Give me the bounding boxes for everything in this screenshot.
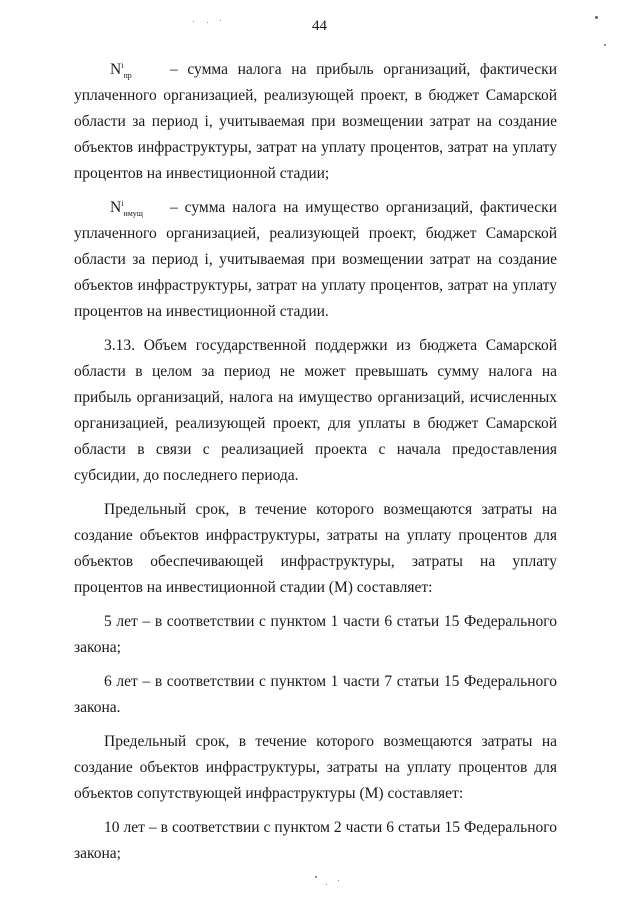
word: организаций,: [383, 61, 471, 78]
paragraph-term-10-years: 10 лет – в соответствии с пунктом 2 части 6 статьи 15 Федерального закона;: [74, 819, 557, 862]
dash: –: [170, 199, 178, 216]
scan-speck: [220, 20, 221, 21]
page-number: 44: [312, 18, 327, 34]
definition-head: [74, 57, 557, 83]
word: фактически: [479, 199, 557, 216]
dash: –: [170, 61, 178, 78]
scan-speck: [326, 884, 327, 885]
paragraph-3-13: 3.13. Объем государственной поддержки из бюджета Самарской области в целом за период не может превышать сумму налога на прибыль организаций, налога на имущество организаций, исчисленных организацией, реализующей проект, для уплаты в бюджет Самарской области в связи с реализацией проекта с начала предоставления субсидии, до последнего периода.: [74, 337, 557, 484]
definition-profit-tax: [74, 57, 557, 187]
word: имущество: [305, 199, 379, 216]
document-body: [74, 57, 557, 867]
paragraph-term-6-years: 6 лет – в соответствии с пунктом 1 части 7 статьи 15 Федерального закона.: [74, 673, 557, 716]
word: сумма: [184, 199, 226, 216]
definition-text: уплаченного организацией, реализующей проект, в бюджет Самарской области за период i, учитываемая при возмещении затрат на создание объектов инфраструктуры, затрат на уплату процентов, затрат на уплату процентов на инвестиционной стадии;: [74, 87, 557, 182]
definition-head: [74, 195, 557, 221]
paragraph-term-provision: Предельный срок, в течение которого возмещаются затраты на создание объектов инфраструктуры, затраты на уплату процентов для объектов обеспечивающей инфраструктуры, затраты на уплату процентов на инвестиционной стадии (М) составляет:: [74, 501, 557, 596]
scan-speck: [207, 22, 208, 23]
word: на: [283, 199, 299, 216]
scan-speck: [604, 44, 606, 46]
word: сумма: [187, 61, 228, 78]
definition-property-tax: [74, 195, 557, 325]
word: прибыль: [316, 61, 374, 78]
paragraph-term-accompanying: Предельный срок, в течение которого возмещаются затраты на создание объектов инфраструктуры, затраты на уплату процентов для объектов сопутствующей инфраструктуры (М) составляет:: [74, 733, 557, 802]
scan-speck: [595, 16, 598, 19]
scan-speck: [193, 21, 194, 22]
word: налога: [232, 199, 277, 216]
formula-symbol: $N^i_{имущ}$: [110, 198, 143, 219]
scan-speck: [338, 880, 339, 881]
formula-symbol: $N^i_{пр}$: [110, 60, 132, 81]
word: организаций,: [385, 199, 473, 216]
word: фактически: [479, 61, 557, 78]
definition-text: уплаченного организацией, реализующей проект, бюджет Самарской области за период i, учитываемая при возмещении затрат на создание объектов инфраструктуры, затрат на уплату процентов, затрат на уплату процентов на инвестиционной стадии.: [74, 225, 557, 320]
word: на: [291, 61, 307, 78]
word: налога: [237, 61, 282, 78]
scan-speck: [315, 876, 317, 878]
paragraph-term-5-years: 5 лет – в соответствии с пунктом 1 части 6 статьи 15 Федерального закона;: [74, 613, 557, 656]
